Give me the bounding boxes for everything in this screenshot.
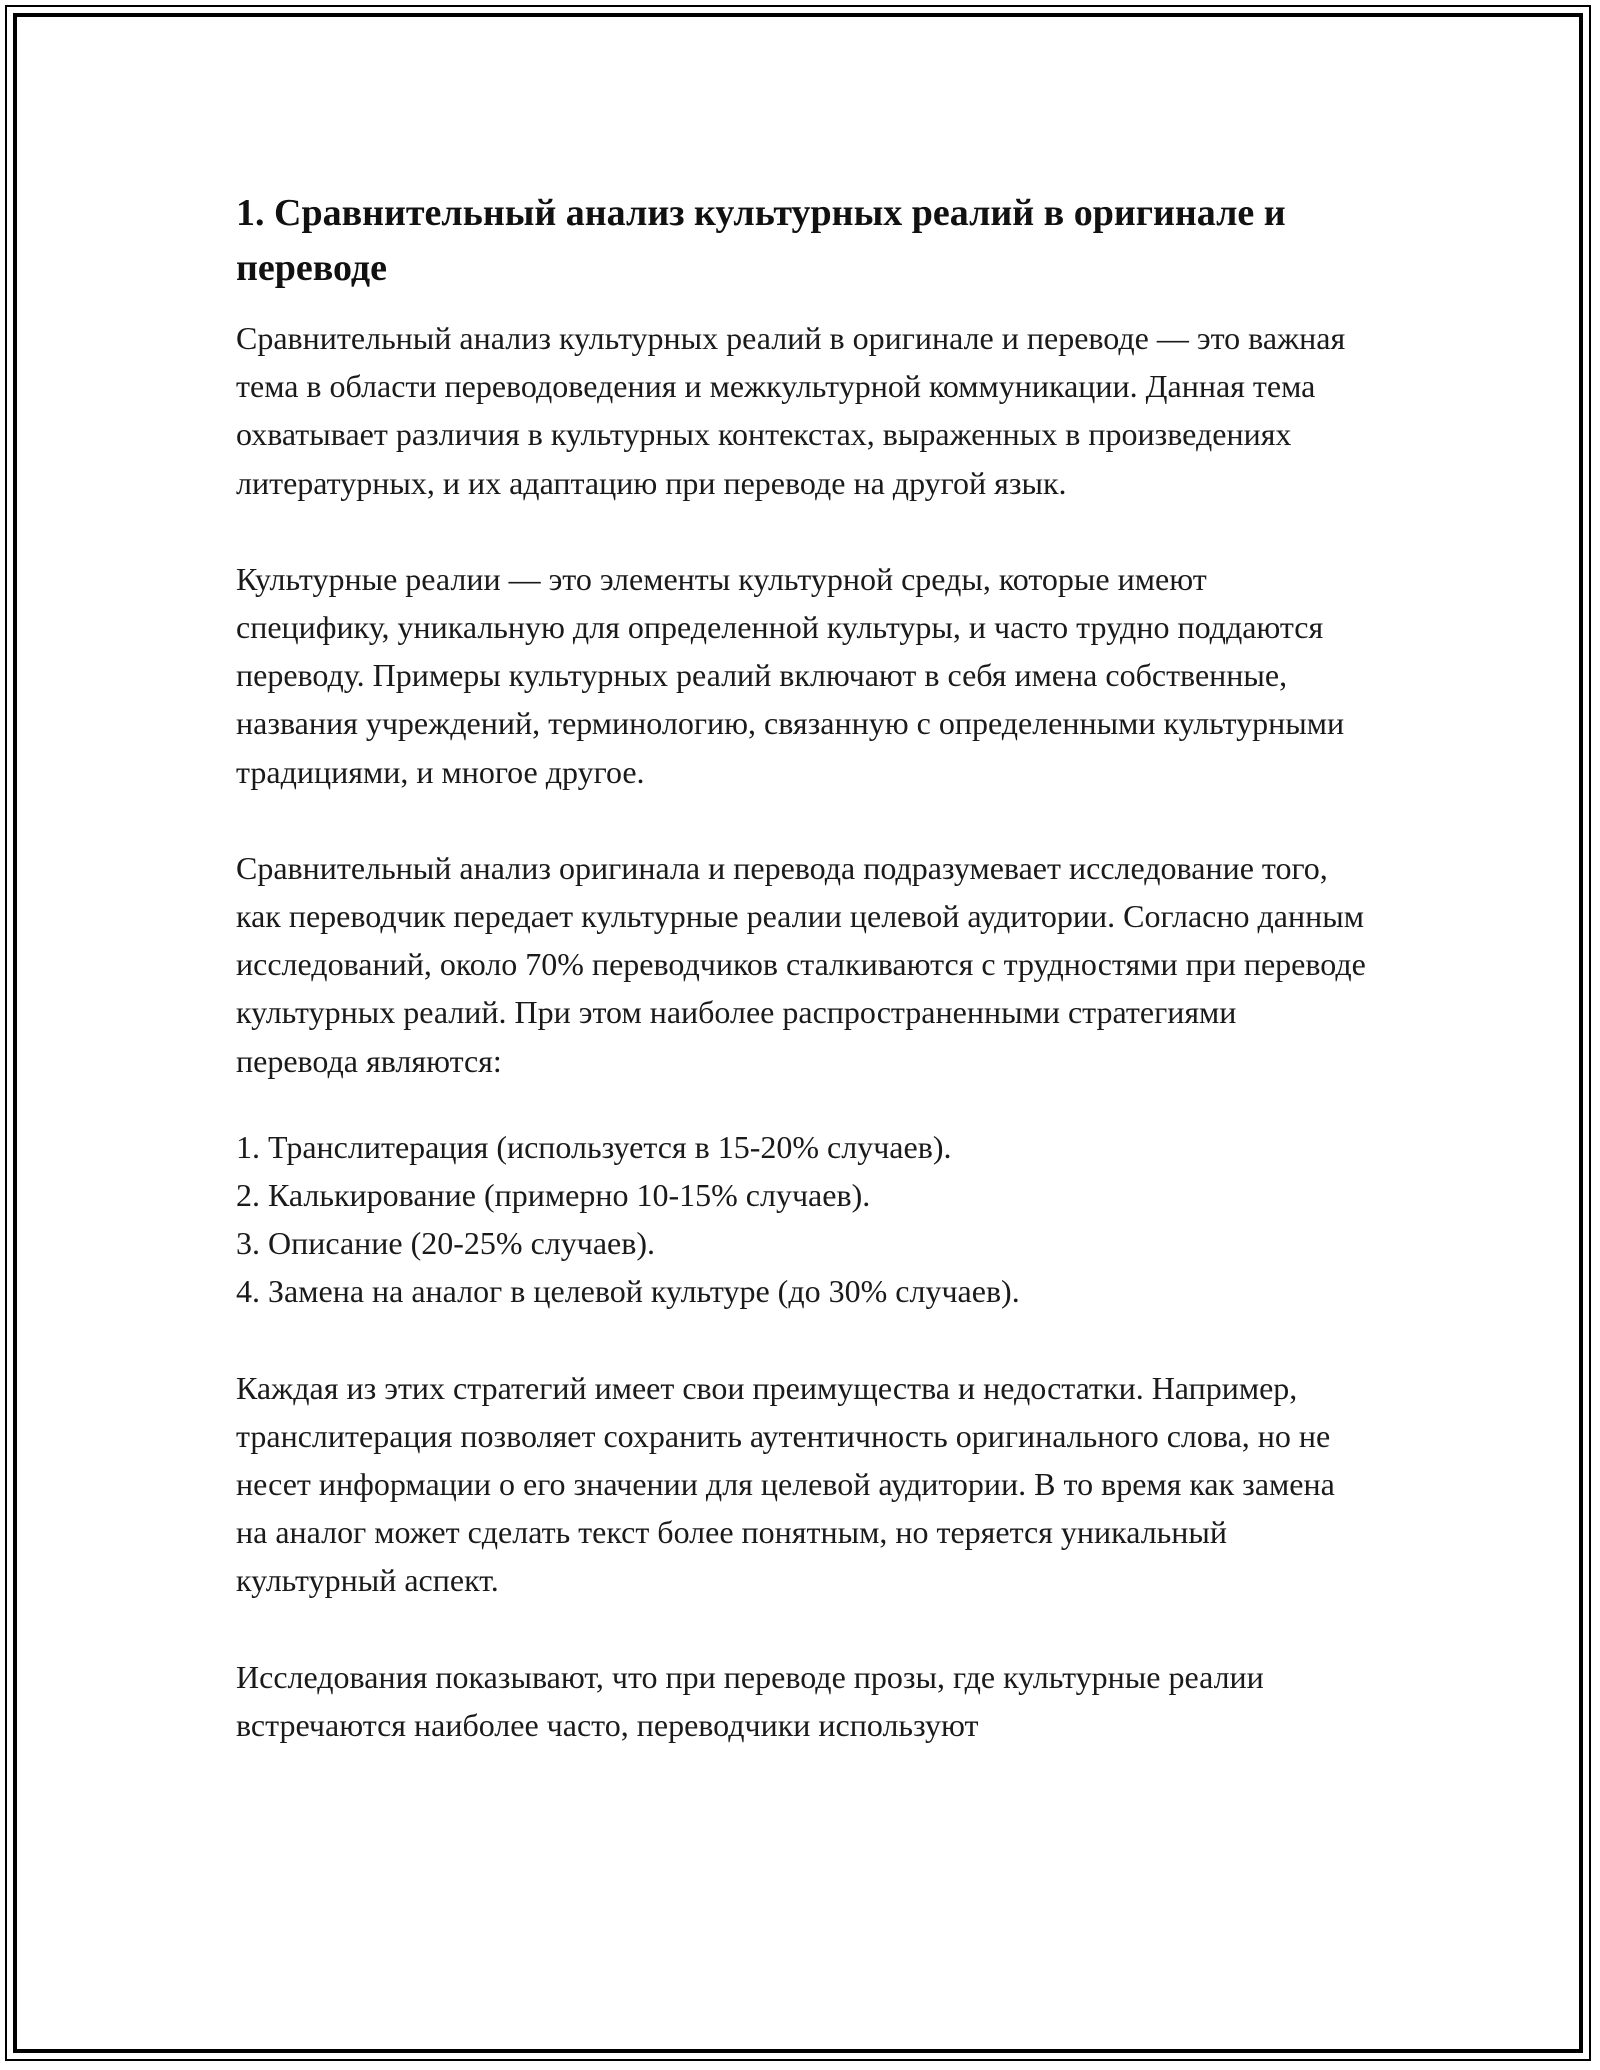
paragraph-cultural-realia: Культурные реалии — это элементы культурной среды, которые имеют специфику, уникальную для определенной культуры, и часто трудно поддаются переводу. Примеры культурных реалий включают в себя имена собственные, названия учреждений, терминологию, связанную с определенными культурными традициями, и многое другое. <box>236 560 1345 790</box>
list-item: 1. Транслитерация (используется в 15-20% случаев). <box>236 1128 952 1165</box>
paragraph-research: Исследования показывают, что при переводе прозы, где культурные реалии встречаются наиболее часто, переводчики используют <box>236 1658 1264 1743</box>
list-item: 4. Замена на аналог в целевой культуре (до 30% случаев). <box>236 1273 1020 1310</box>
paragraph-pros-cons: Каждая из этих стратегий имеет свои преимущества и недостатки. Например, транслитерация позволяет сохранить аутентичность оригинального слова, но не несет информации о его значении для целевой аудитории. В то время как замена на аналог может сделать текст более понятным, но теряется уникальный культурный аспект. <box>236 1369 1335 1599</box>
list-item: 2. Калькирование (примерно 10-15% случаев). <box>236 1177 871 1214</box>
list-item: 3. Описание (20-25% случаев). <box>236 1225 656 1262</box>
section-heading: 1. Сравнительный анализ культурных реалий в оригинале и переводе <box>236 192 1286 289</box>
document-body <box>236 186 1366 1797</box>
paragraph-intro: Сравнительный анализ культурных реалий в оригинале и переводе — это важная тема в области переводоведения и межкультурной коммуникации. Данная тема охватывает различия в культурных контекстах, выраженных в произведениях литературных, и их адаптацию при переводе на другой язык. <box>236 320 1346 501</box>
strategies-list <box>236 1123 1366 1316</box>
paragraph-comparative-analysis: Сравнительный анализ оригинала и перевода подразумевает исследование того, как переводчик передает культурные реалии целевой аудитории. Согласно данным исследований, около 70% переводчиков сталкиваются с трудностями при переводе культурных реалий. При этом наиболее распространенными стратегиями перевода являются: <box>236 849 1366 1079</box>
